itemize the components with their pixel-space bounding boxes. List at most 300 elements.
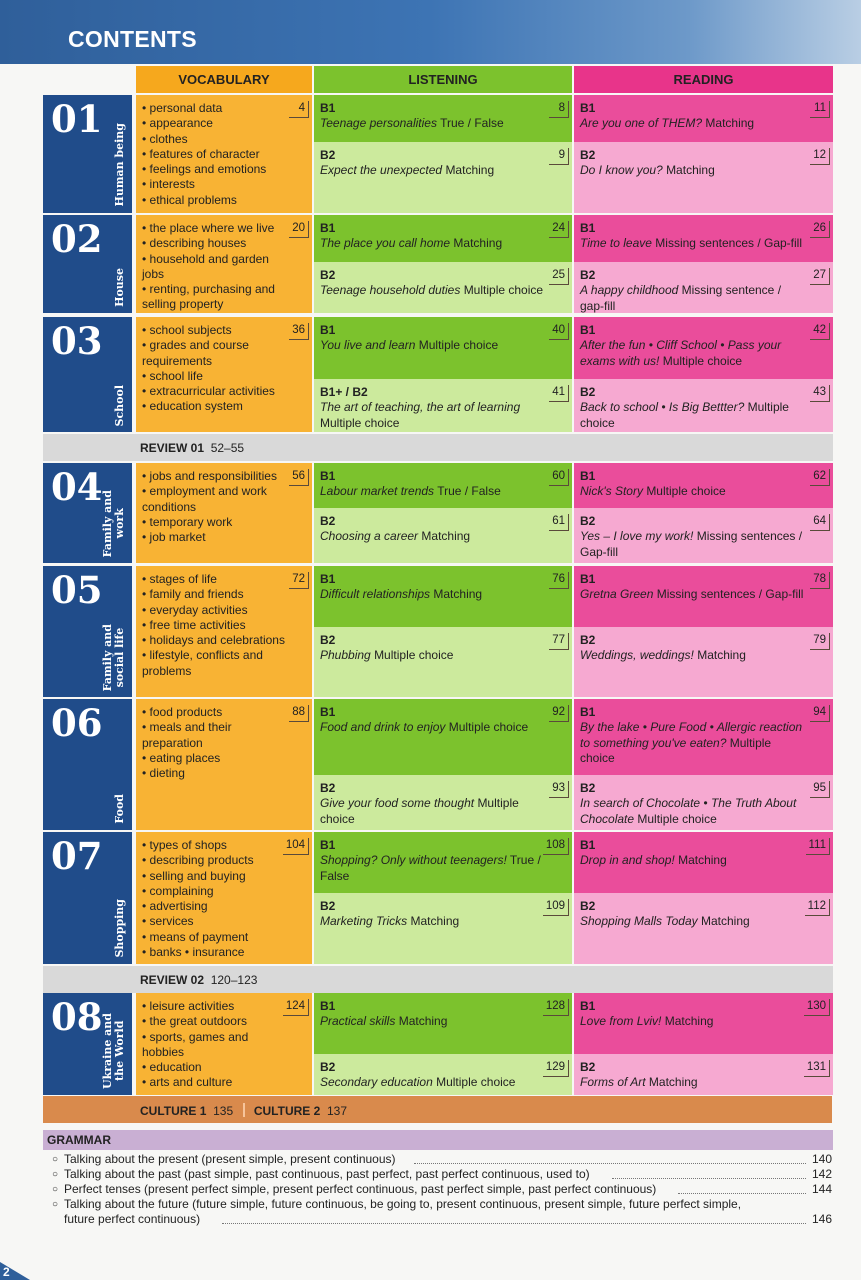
- task-description: [320, 648, 546, 663]
- vocabulary-cell: [136, 463, 312, 563]
- vocabulary-item: • selling and buying: [142, 869, 292, 884]
- bullet-circle-icon: ○: [52, 1154, 59, 1165]
- vocabulary-item: • the place where we live: [142, 221, 292, 236]
- vocabulary-item: • job market: [142, 530, 292, 545]
- task-description: [320, 720, 546, 735]
- vocabulary-item: • means of payment: [142, 930, 292, 945]
- task-description: [580, 163, 807, 178]
- task-level: B2: [320, 1060, 336, 1074]
- vocabulary-cell: [136, 993, 312, 1095]
- task-type: Matching: [410, 914, 460, 929]
- reading-task: [574, 566, 833, 627]
- vocabulary-item: • dieting: [142, 766, 292, 781]
- task-type: Matching: [697, 648, 746, 663]
- listening-task: [314, 993, 572, 1054]
- reading-task: [574, 699, 833, 775]
- review-pages: 52–55: [210, 441, 245, 455]
- page-ref: 88: [289, 705, 309, 722]
- listening-task: [314, 893, 572, 964]
- unit-block: [43, 215, 132, 313]
- leader-dots: [678, 1193, 806, 1194]
- divider: [243, 1103, 245, 1117]
- task-description: [320, 163, 546, 178]
- vocabulary-list: [142, 572, 292, 679]
- grammar-item-page: 146: [811, 1212, 832, 1226]
- task-description: [580, 587, 807, 602]
- vocabulary-item: • jobs and responsibilities: [142, 469, 292, 484]
- reading-task: [574, 95, 833, 142]
- vocabulary-item: • education system: [142, 399, 292, 414]
- task-type: Multiple choice: [320, 415, 400, 430]
- grammar-item-text: Talking about the present (present simple, present continuous): [64, 1152, 396, 1166]
- task-type: Matching: [700, 914, 750, 929]
- task-description: [580, 853, 807, 868]
- task-title: Food and drink to enjoy: [320, 720, 446, 735]
- listening-task: [314, 627, 572, 697]
- vocabulary-cell: [136, 699, 312, 830]
- task-level: B2: [580, 514, 596, 528]
- culture-label: CULTURE 1: [140, 1104, 207, 1118]
- vocabulary-item: • eating places: [142, 751, 292, 766]
- grammar-item-text: Talking about the future (future simple, future continuous, be going to, present continuous, present simple, future perfect simple,: [64, 1197, 742, 1211]
- page-ref: 77: [549, 633, 569, 650]
- task-type: Matching: [678, 853, 727, 868]
- vocabulary-cell: [136, 832, 312, 964]
- unit-block: [43, 699, 132, 830]
- task-description: [580, 400, 807, 431]
- unit-number: 07: [51, 834, 103, 878]
- task-description: [320, 1075, 546, 1090]
- column-header-vocabulary: VOCABULARY: [136, 66, 312, 93]
- task-description: [320, 236, 546, 251]
- vocabulary-item: • household and garden jobs: [142, 252, 292, 283]
- page-ref: 131: [804, 1060, 830, 1077]
- task-description: [320, 116, 546, 131]
- page-ref: 43: [810, 385, 830, 402]
- task-type: Multiple choice: [320, 796, 519, 826]
- listening-task: [314, 463, 572, 508]
- grammar-header: [43, 1130, 833, 1150]
- task-description: [580, 796, 807, 827]
- task-type: Multiple choice: [374, 648, 454, 663]
- page-ref: 124: [283, 999, 309, 1016]
- unit-number: 05: [51, 568, 103, 612]
- page-ref: 11: [810, 101, 830, 118]
- vocabulary-item: • describing products: [142, 853, 292, 868]
- culture-page: 135: [213, 1104, 234, 1118]
- vocabulary-item: • education: [142, 1060, 292, 1075]
- reading-task: [574, 317, 833, 379]
- task-title: Practical skills: [320, 1014, 396, 1029]
- grammar-item-page: 140: [811, 1152, 832, 1166]
- unit-name: House: [113, 268, 126, 307]
- task-level: B2: [320, 899, 336, 913]
- task-level: B1: [580, 838, 596, 852]
- vocabulary-item: • school subjects: [142, 323, 292, 338]
- unit-number: 02: [51, 217, 103, 261]
- column-header-reading: READING: [574, 66, 833, 93]
- task-type: Matching: [421, 529, 471, 544]
- task-title: Yes – I love my work!: [580, 529, 694, 544]
- grammar-item: [52, 1197, 832, 1229]
- unit-block: [43, 993, 132, 1095]
- task-level: B1: [580, 999, 596, 1013]
- unit-name: Family and work: [101, 489, 126, 557]
- task-level: B1: [320, 999, 336, 1013]
- task-level: B1: [580, 323, 596, 337]
- task-level: B1: [320, 101, 336, 115]
- vocabulary-item: • grades and course requirements: [142, 338, 292, 369]
- task-type: Missing sentence / gap-fill: [580, 283, 782, 313]
- task-level: B1: [580, 705, 596, 719]
- listening-task: [314, 832, 572, 893]
- vocabulary-item: • interests: [142, 177, 292, 192]
- task-description: [320, 587, 546, 602]
- task-level: B1: [320, 705, 336, 719]
- task-description: [580, 338, 807, 369]
- vocabulary-list: [142, 838, 292, 960]
- task-title: Drop in and shop!: [580, 853, 675, 868]
- culture-page: 137: [326, 1104, 347, 1118]
- task-level: B2: [320, 514, 336, 528]
- vocabulary-item: • ethical problems: [142, 193, 292, 208]
- page-ref: 24: [549, 221, 569, 238]
- vocabulary-item: • free time activities: [142, 618, 292, 633]
- vocabulary-item: • employment and work conditions: [142, 484, 292, 515]
- task-type: Multiple choice: [662, 353, 743, 368]
- task-title: Choosing a career: [320, 529, 419, 544]
- vocabulary-list: [142, 323, 292, 415]
- reading-task: [574, 627, 833, 697]
- vocabulary-item: • leisure activities: [142, 999, 292, 1014]
- unit-name: Food: [113, 794, 126, 824]
- culture-label: CULTURE 2: [253, 1104, 321, 1118]
- vocabulary-list: [142, 101, 292, 208]
- task-type: Missing sentences / Gap-fill: [656, 587, 804, 602]
- unit-block: [43, 832, 132, 964]
- task-level: B2: [580, 148, 596, 162]
- vocabulary-list: [142, 469, 292, 545]
- page-ref: 25: [549, 268, 569, 285]
- page-ref: 62: [810, 469, 830, 486]
- vocabulary-cell: [136, 215, 312, 313]
- task-type: Matching: [664, 1014, 714, 1029]
- task-type: Multiple choice: [436, 1075, 516, 1090]
- page-ref: 128: [543, 999, 569, 1016]
- page-ref: 64: [810, 514, 830, 531]
- task-level: B2: [580, 385, 596, 399]
- page-ref: 61: [549, 514, 569, 531]
- leader-dots: [222, 1223, 806, 1224]
- task-level: B2: [580, 1060, 596, 1074]
- review-bar: [43, 434, 833, 461]
- column-header-listening: LISTENING: [314, 66, 572, 93]
- task-level: B1: [320, 838, 336, 852]
- unit-number: 08: [51, 995, 103, 1039]
- task-title: The place you call home: [320, 236, 451, 251]
- page-ref: 8: [549, 101, 569, 118]
- vocabulary-item: • family and friends: [142, 587, 292, 602]
- task-title: Give your food some thought: [320, 796, 475, 811]
- task-title: Nick's Story: [580, 484, 643, 499]
- task-type: True / False: [437, 484, 501, 499]
- listening-task: [314, 317, 572, 379]
- page-title: CONTENTS: [68, 26, 197, 52]
- page-ref: 26: [810, 221, 830, 238]
- task-title: Expect the unexpected: [320, 163, 443, 178]
- task-type: Matching: [398, 1014, 448, 1029]
- listening-task: [314, 1054, 572, 1095]
- unit-number: 04: [51, 465, 103, 509]
- listening-task: [314, 142, 572, 213]
- unit-block: [43, 317, 132, 432]
- task-type: Matching: [648, 1075, 698, 1090]
- vocabulary-item: • renting, purchasing and selling property: [142, 282, 292, 313]
- task-level: B1: [580, 469, 596, 483]
- vocabulary-list: [142, 705, 292, 781]
- page-ref: 72: [289, 572, 309, 589]
- page-ref: 79: [810, 633, 830, 650]
- reading-task: [574, 508, 833, 563]
- task-type: True / False: [440, 116, 504, 131]
- vocabulary-item: • arts and culture: [142, 1075, 292, 1090]
- vocabulary-item: • complaining: [142, 884, 292, 899]
- grammar-title: GRAMMAR: [47, 1133, 111, 1147]
- page-ref: 94: [810, 705, 830, 722]
- page-ref: 40: [549, 323, 569, 340]
- task-description: [320, 484, 546, 499]
- task-type: Multiple choice: [463, 283, 544, 298]
- page-ref: 112: [805, 899, 830, 916]
- task-title: Weddings, weddings!: [580, 648, 694, 663]
- unit-block: [43, 95, 132, 213]
- task-description: [580, 648, 807, 663]
- listening-task: [314, 699, 572, 775]
- review-label: REVIEW 01: [140, 441, 205, 455]
- vocabulary-item: • meals and their preparation: [142, 720, 292, 751]
- leader-dots: [612, 1178, 806, 1179]
- vocabulary-item: • personal data: [142, 101, 292, 116]
- vocabulary-item: • holidays and celebrations: [142, 633, 292, 648]
- task-description: [580, 116, 807, 131]
- vocabulary-item: • sports, games and hobbies: [142, 1030, 292, 1061]
- reading-task: [574, 1054, 833, 1095]
- page-ref: 108: [543, 838, 569, 855]
- unit-number: 01: [51, 97, 103, 141]
- listening-task: [314, 775, 572, 830]
- grammar-item-text: Perfect tenses (present perfect simple, present perfect continuous, past perfect simple, past perfect continuous): [64, 1182, 657, 1196]
- task-title: By the lake • Pure Food • Allergic reaction to something you've eaten?: [580, 720, 803, 750]
- unit-block: [43, 566, 132, 697]
- task-type: True / False: [320, 853, 541, 883]
- task-level: B2: [320, 781, 336, 795]
- task-title: Shopping? Only without teenagers!: [320, 853, 507, 868]
- vocabulary-list: [142, 221, 292, 313]
- task-title: Secondary education: [320, 1075, 433, 1090]
- vocabulary-item: • banks • insurance: [142, 945, 292, 960]
- task-type: Multiple choice: [580, 400, 789, 430]
- vocabulary-item: • the great outdoors: [142, 1014, 292, 1029]
- task-description: [320, 529, 546, 544]
- task-title: Teenage personalities: [320, 116, 437, 131]
- task-type: Multiple choice: [637, 811, 717, 826]
- task-type: Missing sentences / Gap-fill: [655, 236, 803, 251]
- page-ref: 129: [543, 1060, 569, 1077]
- unit-block: [43, 463, 132, 563]
- task-level: B2: [580, 781, 596, 795]
- vocabulary-item: • appearance: [142, 116, 292, 131]
- culture-bar: [43, 1096, 832, 1123]
- reading-task: [574, 463, 833, 508]
- task-title: Forms of Art: [580, 1075, 646, 1090]
- grammar-item-page: 142: [811, 1167, 832, 1181]
- task-type: Matching: [453, 236, 503, 251]
- page-ref: 92: [549, 705, 569, 722]
- task-title: You live and learn: [320, 338, 416, 353]
- reading-task: [574, 832, 833, 893]
- task-level: B2: [580, 899, 596, 913]
- task-description: [320, 914, 546, 929]
- bullet-circle-icon: ○: [52, 1169, 59, 1180]
- vocabulary-list: [142, 999, 292, 1091]
- listening-task: [314, 215, 572, 262]
- unit-number: 03: [51, 319, 103, 363]
- task-level: B1+ / B2: [320, 385, 368, 399]
- page-ref: 130: [804, 999, 830, 1016]
- reading-task: [574, 775, 833, 830]
- task-description: [580, 484, 807, 499]
- task-description: [320, 1014, 546, 1029]
- task-title: A happy childhood: [580, 283, 679, 298]
- leader-dots: [414, 1163, 806, 1164]
- page-ref: 4: [289, 101, 309, 118]
- page-ref: 60: [549, 469, 569, 486]
- task-title: Marketing Tricks: [320, 914, 408, 929]
- task-title: Love from Lviv!: [580, 1014, 662, 1029]
- task-type: Multiple choice: [646, 484, 726, 499]
- grammar-item-text-continued: future perfect continuous): [64, 1212, 201, 1226]
- task-title: The art of teaching, the art of learning: [320, 400, 521, 415]
- page-ref: 111: [806, 838, 830, 855]
- task-level: B1: [320, 469, 336, 483]
- page-ref: 20: [289, 221, 309, 238]
- page-ref: 109: [543, 899, 569, 916]
- vocabulary-item: • school life: [142, 369, 292, 384]
- page-ref: 42: [810, 323, 830, 340]
- listening-task: [314, 379, 572, 432]
- vocabulary-item: • services: [142, 914, 292, 929]
- page-ref: 41: [549, 385, 569, 402]
- reading-task: [574, 215, 833, 262]
- task-level: B2: [580, 633, 596, 647]
- task-type: Missing sentences / Gap-fill: [580, 529, 803, 559]
- reading-task: [574, 262, 833, 313]
- reading-task: [574, 893, 833, 964]
- vocabulary-item: • food products: [142, 705, 292, 720]
- grammar-item-text: Talking about the past (past simple, past continuous, past perfect, past perfect continuous, used to): [64, 1167, 590, 1181]
- grammar-item: [52, 1167, 832, 1183]
- task-description: [580, 914, 807, 929]
- unit-name: Human being: [113, 123, 126, 207]
- unit-number: 06: [51, 701, 103, 745]
- page-ref: 95: [810, 781, 830, 798]
- reading-task: [574, 993, 833, 1054]
- reading-task: [574, 142, 833, 213]
- task-title: Gretna Green: [580, 587, 654, 602]
- listening-task: [314, 508, 572, 563]
- task-title: Labour market trends: [320, 484, 435, 499]
- task-title: Back to school • Is Big Bettter?: [580, 400, 745, 415]
- vocabulary-item: • extracurricular activities: [142, 384, 292, 399]
- task-title: Difficult relationships: [320, 587, 431, 602]
- page-ref: 36: [289, 323, 309, 340]
- listening-task: [314, 566, 572, 627]
- task-description: [320, 400, 546, 431]
- review-bar: [43, 966, 833, 993]
- vocabulary-cell: [136, 566, 312, 697]
- task-level: B1: [320, 221, 336, 235]
- task-title: Are you one of THEM?: [580, 116, 703, 131]
- task-level: B2: [320, 268, 336, 282]
- vocabulary-cell: [136, 95, 312, 213]
- bullet-circle-icon: ○: [52, 1184, 59, 1195]
- task-description: [580, 283, 807, 314]
- task-type: Matching: [433, 587, 483, 602]
- task-type: Multiple choice: [448, 720, 529, 735]
- listening-task: [314, 262, 572, 313]
- unit-name: Family and social life: [101, 623, 126, 691]
- task-description: [320, 338, 546, 353]
- task-description: [320, 796, 546, 827]
- page-ref: 12: [810, 148, 830, 165]
- task-title: Phubbing: [320, 648, 371, 663]
- task-title: Do I know you?: [580, 163, 663, 178]
- page-ref: 93: [549, 781, 569, 798]
- task-level: B1: [580, 101, 596, 115]
- bullet-circle-icon: ○: [52, 1199, 59, 1210]
- page-ref: 78: [810, 572, 830, 589]
- grammar-item: [52, 1152, 832, 1168]
- reading-task: [574, 379, 833, 432]
- vocabulary-item: • temporary work: [142, 515, 292, 530]
- vocabulary-item: • advertising: [142, 899, 292, 914]
- task-description: [580, 1014, 807, 1029]
- task-level: B1: [320, 572, 336, 586]
- task-description: [580, 720, 807, 766]
- task-level: B2: [580, 268, 596, 282]
- vocabulary-cell: [136, 317, 312, 432]
- task-level: B1: [580, 572, 596, 586]
- task-type: Matching: [445, 163, 495, 178]
- page-ref: 27: [810, 268, 830, 285]
- page-ref: 104: [283, 838, 309, 855]
- task-title: Time to leave: [580, 236, 652, 251]
- task-description: [320, 853, 546, 884]
- task-level: B1: [320, 323, 336, 337]
- page-ref: 56: [289, 469, 309, 486]
- page-ref: 76: [549, 572, 569, 589]
- listening-task: [314, 95, 572, 142]
- vocabulary-item: • features of character: [142, 147, 292, 162]
- unit-name: Ukraine and the World: [101, 1013, 126, 1089]
- task-type: Multiple choice: [418, 338, 499, 353]
- task-type: Matching: [666, 163, 715, 178]
- vocabulary-item: • stages of life: [142, 572, 292, 587]
- review-label: REVIEW 02: [140, 973, 205, 987]
- task-type: Multiple choice: [580, 735, 772, 765]
- task-description: [580, 529, 807, 560]
- vocabulary-item: • feelings and emotions: [142, 162, 292, 177]
